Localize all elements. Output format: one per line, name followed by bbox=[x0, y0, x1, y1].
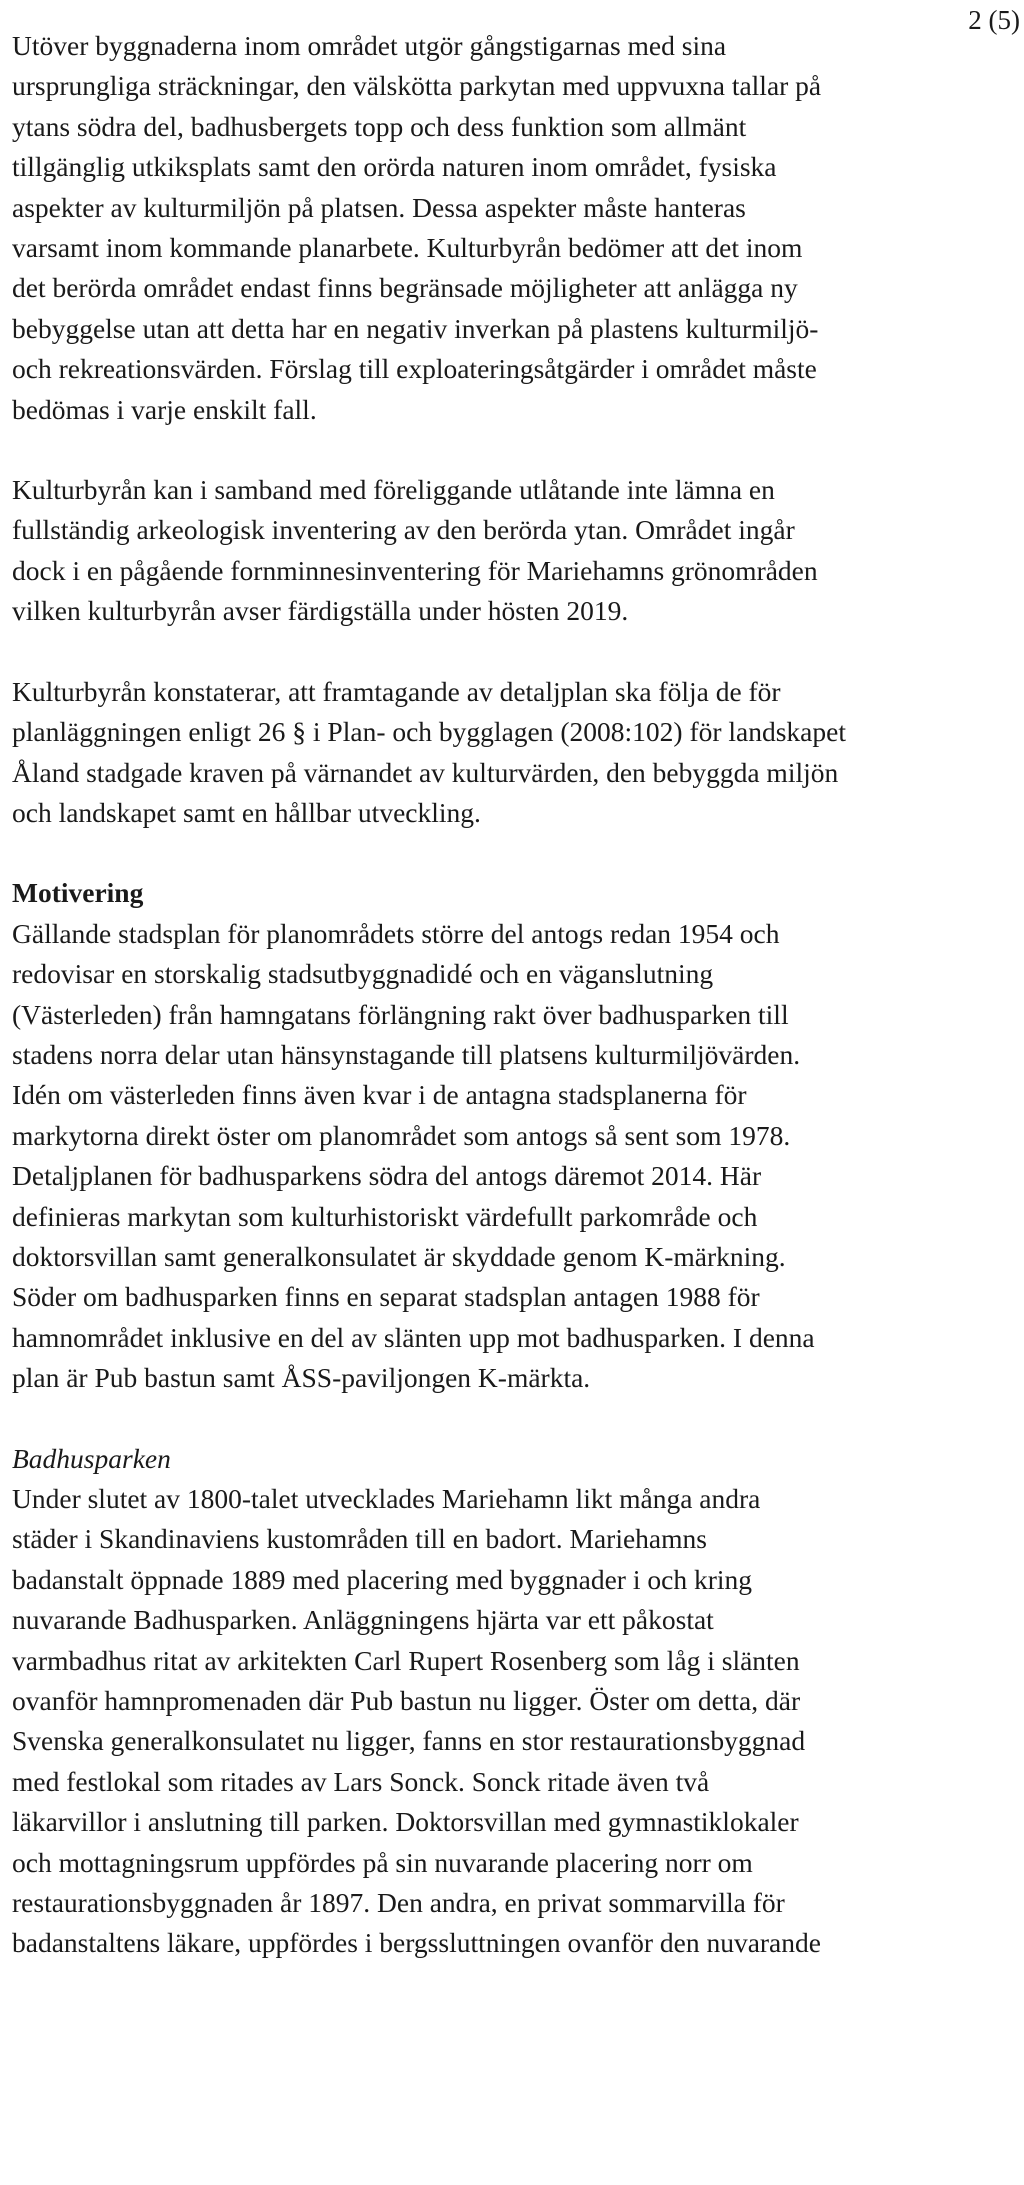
document-body bbox=[12, 26, 1017, 1964]
section-heading-badhusparken: Badhusparken bbox=[12, 1442, 171, 1474]
paragraph-arkeologisk-inventering: Kulturbyrån kan i samband med föreliggande utlåtande inte lämna en fullständig arkeologisk inventering av den berörda ytan. Området ingår dock i en pågående fornminnesinventering för Mariehamns grönområden vilken kulturbyrån avser färdigställa under hösten 2019. bbox=[12, 474, 818, 627]
page-number: 2 (5) bbox=[968, 5, 1020, 35]
paragraph-kulturmiljo-aspects: Utöver byggnaderna inom området utgör gångstigarnas med sina ursprungliga sträckningar, den välskötta parkytan med uppvuxna tallar på ytans södra del, badhusbergets topp och dess funktion som allmänt tillgänglig utkiksplats samt den orörda naturen inom området, fysiska aspekter av kulturmiljön på platsen. Dessa aspekter måste hanteras varsamt inom kommande planarbete. Kulturbyrån bedömer att det inom det berörda området endast finns begränsade möjligheter att anlägga ny bebyggelse utan att detta har en negativ inverkan på plastens kulturmiljö- och rekreationsvärden. Förslag till exploateringsåtgärder i området måste bedömas i varje enskilt fall. bbox=[12, 30, 822, 425]
section-heading-motivering: Motivering bbox=[12, 877, 144, 909]
paragraph-badhusparken: Under slutet av 1800-talet utvecklades Mariehamn likt många andra städer i Skandinaviens kustområden till en badort. Mariehamns badanstalt öppnade 1889 med placering med byggnader i och kring nuvarande Badhusparken. Anläggningens hjärta var ett påkostat varmbadhus ritat av arkitekten Carl Rupert Rosenberg som låg i slänten ovanför hamnpromenaden där Pub bastun nu ligger. Öster om detta, där Svenska generalkonsulatet nu ligger, fanns en stor restaurationsbyggnad med festlokal som ritades av Lars Sonck. Sonck ritade även två läkarvillor i anslutning till parken. Doktorsvillan med gymnastiklokaler och mottagningsrum uppfördes på sin nuvarande placering norr om restaurationsbyggnaden år 1897. Den andra, en privat sommarvilla för badanstaltens läkare, uppfördes i bergssluttningen ovanför den nuvarande bbox=[12, 1483, 821, 1959]
section-badhusparken bbox=[12, 1439, 1017, 1964]
paragraph-motivering: Gällande stadsplan för planområdets större del antogs redan 1954 och redovisar en storskalig stadsutbyggnadidé och en väganslutning (Västerleden) från hamngatans förlängning rakt över badhusparken till stadens norra delar utan hänsynstagande till platsens kulturmiljövärden. Idén om västerleden finns även kvar i de antagna stadsplanerna för markytorna direkt öster om planområdet som antogs så sent som 1978. Detaljplanen för badhusparkens södra del antogs däremot 2014. Här definieras markytan som kulturhistoriskt värdefullt parkområde och doktorsvillan samt generalkonsulatet är skyddade genom K-märkning. Söder om badhusparken finns en separat stadsplan antagen 1988 för hamnområdet inklusive en del av slänten upp mot badhusparken. I denna plan är Pub bastun samt ÅSS-paviljongen K-märkta. bbox=[12, 917, 815, 1394]
paragraph-detaljplan-requirements: Kulturbyrån konstaterar, att framtagande av detaljplan ska följa de för planläggningen enligt 26 § i Plan- och bygglagen (2008:102) för landskapet Åland stadgade kraven på värnandet av kulturvärden, den bebyggda miljön och landskapet samt en hållbar utveckling. bbox=[12, 675, 846, 828]
section-motivering bbox=[12, 873, 1017, 1398]
